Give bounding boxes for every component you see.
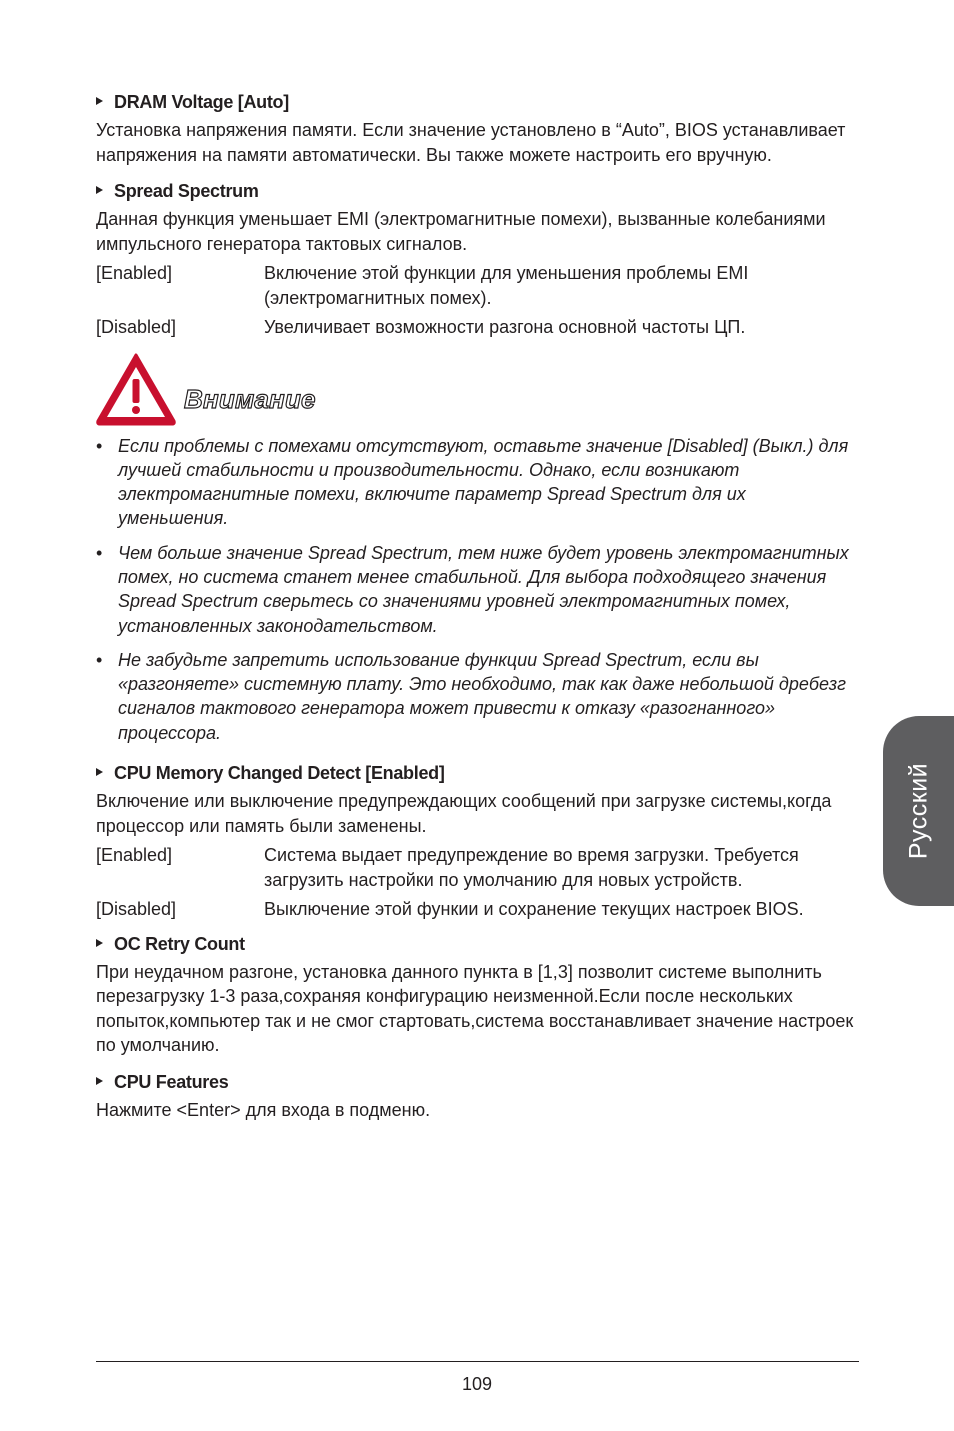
option-value: Система выдает предупреждение во время загрузки. Требуется загрузить настройки по умолчанию для новых устройств. <box>264 845 799 890</box>
heading-text: CPU Memory Changed Detect [Enabled] <box>114 763 445 784</box>
section-paragraph: При неудачном разгоне, установка данного пункта в [1,3] позволит системе выполнить перезагрузку 1-3 раза,сохраняя конфигурацию неизменной.Если после нескольких попыток,компьютер так и не смог стартовать,система восстанавливает значение настроек по умолчанию. <box>96 961 854 1056</box>
side-tab-label: Русский <box>904 762 932 860</box>
footer-divider <box>96 1361 859 1362</box>
section-cpu-features <box>96 1070 860 1123</box>
triangle-bullet-icon <box>96 97 103 105</box>
option-key: [Enabled] <box>96 263 173 283</box>
section-heading <box>96 932 860 956</box>
section-paragraph: Нажмите <Enter> для входа в подменю. <box>96 1099 431 1120</box>
section-dram-voltage <box>96 90 860 167</box>
section-paragraph: Данная функция уменьшает EMI (электромагнитные помехи), вызванные колебаниями импульсного генератора тактовых сигналов. <box>96 209 826 254</box>
option-row <box>96 843 860 892</box>
list-item: • Чем больше значение Spread Spectrum, тем ниже будет уровень электромагнитных помех, но система станет менее стабильной. Для выбора подходящего значения Spread Spectrum сверьтесь со значениями уровней электромагнитных помех, установленных законодательством. <box>96 542 849 636</box>
heading-text: CPU Features <box>114 1071 229 1092</box>
section-cpu-memory-changed-detect <box>96 761 860 922</box>
bullet-text: Если проблемы с помехами отсутствуют, оставьте значение [Disabled] (Выкл.) для лучшей стабильности и производительности. Однако, если возникают электромагнитные помехи, включите параметр Spread Spectrum для их уменьшения. <box>118 435 849 529</box>
section-oc-retry-count <box>96 932 860 1058</box>
warning-triangle-icon <box>94 351 178 427</box>
warning-bullet-list <box>96 434 860 746</box>
option-row <box>96 897 860 922</box>
page-content <box>96 90 860 1134</box>
heading-text: Spread Spectrum <box>114 181 259 201</box>
option-value: Выключение этой функии и сохранение текущих настроек BIOS. <box>264 899 804 920</box>
warning-title: Внимание <box>184 384 316 414</box>
option-key: [Disabled] <box>96 317 177 337</box>
option-key: [Enabled] <box>96 845 173 866</box>
option-value: Увеличивает возможности разгона основной частоты ЦП. <box>264 317 746 337</box>
heading-text: OC Retry Count <box>114 933 245 954</box>
section-heading <box>96 179 860 203</box>
option-value: Включение этой функции для уменьшения проблемы EMI (электромагнитных помех). <box>264 263 749 308</box>
option-key: [Disabled] <box>96 899 177 920</box>
triangle-bullet-icon <box>96 939 103 947</box>
warning-header <box>94 350 860 428</box>
triangle-bullet-icon <box>96 186 103 194</box>
bullet-text: Чем больше значение Spread Spectrum, тем ниже будет уровень электромагнитных помех, но система станет менее стабильной. Для выбора подходящего значения Spread Spectrum сверьтесь со значениями уровней электромагнитных помех, установленных законодательством. <box>118 542 849 636</box>
section-paragraph: Включение или выключение предупреждающих сообщений при загрузке системы,когда процессор или память были заменены. <box>96 791 832 836</box>
option-row <box>96 315 860 340</box>
option-row <box>96 261 860 310</box>
bullet-text: Не забудьте запретить использование функции Spread Spectrum, если вы «разгоняете» системную плату. Это необходимо, так как даже небольшой дребезг сигналов тактового генератора может привести к отказу «разогнанного» процессора. <box>118 649 847 743</box>
section-heading <box>96 761 860 785</box>
heading-text: DRAM Voltage [Auto] <box>114 92 289 112</box>
language-side-tab <box>883 716 954 906</box>
list-item: • Не забудьте запретить использование функции Spread Spectrum, если вы «разгоняете» системную плату. Это необходимо, так как даже небольшой дребезг сигналов тактового генератора может привести к отказу «разогнанного» процессора. <box>96 649 847 743</box>
triangle-bullet-icon <box>96 1077 103 1085</box>
page-number: 109 <box>461 1374 493 1394</box>
triangle-bullet-icon <box>96 768 103 776</box>
section-spread-spectrum <box>96 179 860 340</box>
section-heading <box>96 1070 860 1094</box>
list-item: • Если проблемы с помехами отсутствуют, оставьте значение [Disabled] (Выкл.) для лучшей стабильности и производительности. Однако, если возникают электромагнитные помехи, включите параметр Spread Spectrum для их уменьшения. <box>96 435 849 529</box>
section-paragraph: Установка напряжения памяти. Если значение установлено в “Auto”, BIOS устанавливает напряжения на памяти автоматически. Вы также можете настроить его вручную. <box>96 120 846 165</box>
section-heading <box>96 90 860 114</box>
